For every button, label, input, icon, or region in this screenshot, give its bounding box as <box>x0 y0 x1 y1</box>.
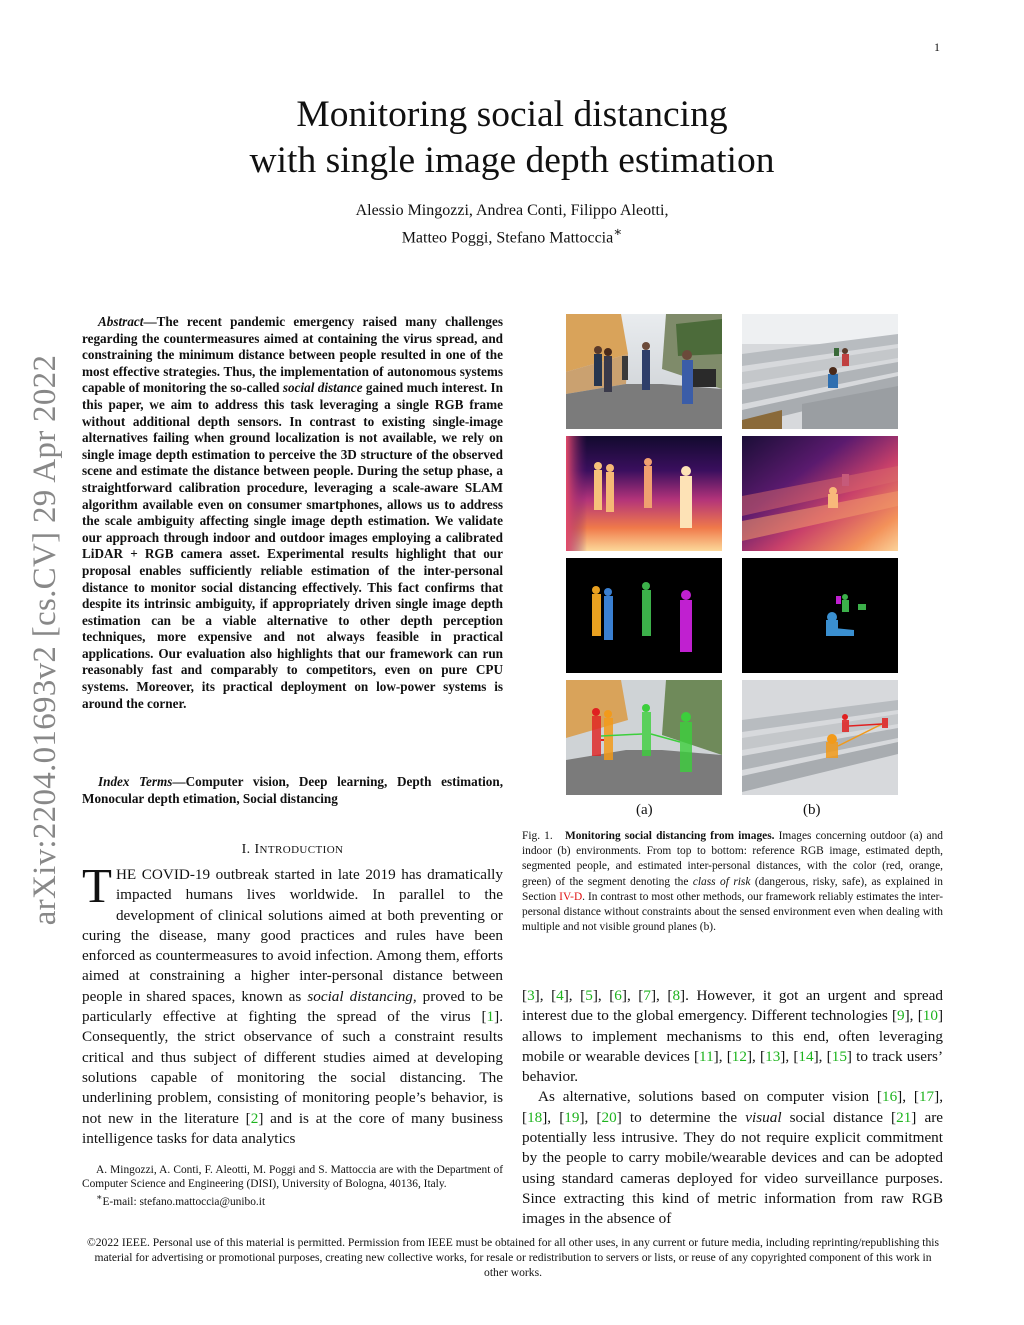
title-block <box>100 92 924 248</box>
separator: ], [ <box>621 987 644 1004</box>
indoor-segmentation-mask <box>742 558 898 673</box>
outdoor-segmentation-mask <box>566 558 722 673</box>
body-emphasis: visual <box>745 1108 782 1126</box>
citation-link[interactable]: 9 <box>897 1007 905 1025</box>
bracket: [ <box>522 987 528 1004</box>
section-reference-link[interactable]: IV-D <box>559 890 583 903</box>
author-footnote <box>82 1163 503 1209</box>
body-text: ] to track users’ behavior. <box>522 1047 944 1086</box>
section-number: I. <box>241 842 251 857</box>
body-text: ] to determine the <box>616 1108 746 1126</box>
figure-label-a: (a) <box>636 802 653 818</box>
separator: ], [ <box>713 1047 732 1065</box>
separator: ], [ <box>563 987 586 1004</box>
citation-link[interactable]: 1 <box>486 1008 495 1026</box>
indoor-depth-map <box>742 436 898 551</box>
citation-link[interactable]: 7 <box>643 987 651 1004</box>
indoor-rgb-image <box>742 314 898 429</box>
outdoor-rgb-image <box>566 314 722 429</box>
citation-link[interactable]: 3 <box>527 987 535 1004</box>
citation-link[interactable]: 18 <box>527 1108 543 1126</box>
right-column-text <box>522 986 943 1230</box>
citation-link[interactable]: 16 <box>881 1088 898 1106</box>
email-note <box>82 1191 503 1209</box>
citation-link[interactable]: 19 <box>564 1108 580 1126</box>
index-terms <box>82 774 503 807</box>
separator: ], [ <box>534 987 557 1004</box>
body-text: ] allows to implement mechanisms to this end, often leveraging mobile or wearable devices [ <box>522 1007 944 1065</box>
body-text: As alternative, solutions based on computer vision [ <box>538 1088 882 1106</box>
abstract-label: Abstract <box>98 314 144 329</box>
separator: ], [ <box>522 1088 943 1126</box>
citation-link[interactable]: 6 <box>614 987 622 1004</box>
separator: ], [ <box>780 1047 799 1065</box>
separator: ], [ <box>592 987 615 1004</box>
section-heading-introduction <box>82 842 503 858</box>
body-text: ] are potentially less intrusive. They do not require explicit commitment by the people to carry mobile/wearable devices and can be adopted using standard cameras deployed for video surveillance purposes. Since extracting this kind of metric information from raw RGB images in the absence of <box>522 1108 943 1228</box>
caption-title: Monitoring social distancing from images. <box>564 830 775 842</box>
citation-link[interactable]: 11 <box>699 1047 714 1065</box>
caption-text-1: Images concerning outdoor (a) and indoor (b) environments. From top to bottom: reference RGB image, estimated depth, segmented people, and estimated inter-personal distances, with the color (red, orange, green) of the segment denoting the <box>522 830 943 888</box>
email-text: E-mail: stefano.mattoccia@unibo.it <box>102 1196 266 1209</box>
separator: ], [ <box>904 1007 923 1025</box>
separator: ], [ <box>897 1088 919 1106</box>
citation-link[interactable]: 5 <box>585 987 593 1004</box>
section-rest-caps: NTRODUCTION <box>259 844 344 856</box>
index-terms-text: Computer vision, Deep learning, Depth estimation, Monocular depth etimation, Social distancing <box>82 774 503 806</box>
citation-link[interactable]: 12 <box>731 1047 747 1065</box>
separator: ], [ <box>579 1108 602 1126</box>
citation-link[interactable]: 17 <box>918 1088 935 1106</box>
body-text: social distance [ <box>781 1108 897 1126</box>
caption-label: Fig. 1. <box>522 830 553 842</box>
citation-link[interactable]: 14 <box>798 1047 814 1065</box>
index-terms-label: Index Terms <box>98 774 173 789</box>
outdoor-distance-overlay <box>566 680 722 795</box>
copyright-notice: ©2022 IEEE. Personal use of this material is permitted. Permission from IEEE must be obtained for all other uses, in any current or future media, including reprinting/republishing this material for advertising or promotional purposes, creating new collective works, for resale or redistribution to servers or lists, or reuse of any copyrighted component of this work in other works. <box>86 1236 940 1279</box>
paper-title-line-2: with single image depth estimation <box>249 140 775 181</box>
citation-link[interactable]: 20 <box>601 1108 617 1126</box>
abstract-text-2: gained much interest. In this paper, we aim to address this task leveraging a single RGB frame without additional depth sensors. In contrast to existing single-image alternatives failing when ground localization is not available, we rely on single image depth estimation to perceive the 3D structure of the observed scene and estimate the distance between people. During the setup phase, a straightforward calibration procedure, leveraging a scale-aware SLAM algorithm available even on consumer smartphones, allows us to address the scale ambiguity affecting single image depth estimation. We validate our approach through indoor and outdoor images employing a calibrated LiDAR + RGB camera asset. Experimental results highlight that our proposal enables sufficiently reliable estimation of the inter-personal distance to monitor social distancing effectively. This fact confirms that despite its intrinsic ambiguity, if appropriately driven single image depth estimation can be a viable alternative to other depth perception techniques, more expensive and not always feasible in practical applications. Our evaluation also highlights that our framework can run reasonably fast and comparably to competitors, even on pure CPU systems. Moreover, its practical deployment on low-power systems is around the corner. <box>82 380 503 711</box>
abstract-dash: — <box>143 314 157 329</box>
intro-text-4: ] and is at the core of many business intelligence tasks for data analytics <box>82 1109 503 1147</box>
citation-link[interactable]: 13 <box>765 1047 781 1065</box>
figure-label-b: (b) <box>803 802 821 818</box>
author-line-1: Alessio Mingozzi, Andrea Conti, Filippo Aleotti, <box>355 202 669 219</box>
separator: ], [ <box>813 1047 832 1065</box>
intro-emphasis: social distancing <box>307 987 413 1005</box>
caption-emphasis: class of risk <box>692 875 751 888</box>
citation-link[interactable]: 4 <box>556 987 564 1004</box>
abstract-text-1: The recent pandemic emergency raised many challenges regarding the countermeasures aimed at containing the virus spread, and constraining the minimum distance between people resulted in one of the most effective strategies. Thus, the implementation of autonomous systems capable of monitoring the so-called <box>82 314 503 396</box>
paper-title-line-1: Monitoring social distancing <box>296 94 728 135</box>
author-names: Matteo Poggi, Stefano Mattoccia <box>401 229 614 247</box>
author-line-2 <box>100 221 924 248</box>
separator: ], [ <box>542 1108 565 1126</box>
citation-link[interactable]: 8 <box>672 987 681 1004</box>
paragraph-computer-vision <box>522 1087 943 1229</box>
caption-text-3: . In contrast to most other methods, our framework reliably estimates the inter-personal distance without constraints about the sensed environment even when dealing with multiple and not visible ground planes (b). <box>522 890 943 934</box>
caption-text-2: (dangerous, risky, safe), as explained in Section <box>522 875 943 903</box>
figure-caption <box>522 829 943 935</box>
paragraph-technologies <box>522 986 943 1087</box>
abstract-emphasis: social distance <box>282 380 363 396</box>
citation-link[interactable]: 15 <box>831 1047 847 1065</box>
body-text: ]. However, it got an urgent and spread interest due to the global emergency. Different technologies [ <box>522 987 943 1025</box>
abstract <box>82 314 503 712</box>
introduction-paragraph <box>82 858 503 1149</box>
citation-link[interactable]: 10 <box>922 1007 938 1025</box>
index-terms-dash: — <box>172 774 186 789</box>
citation-link[interactable]: 2 <box>250 1109 259 1127</box>
drop-cap: T <box>82 858 112 913</box>
section-first-letter: I <box>254 842 260 857</box>
citation-link[interactable]: 21 <box>896 1108 912 1126</box>
indoor-distance-overlay <box>742 680 898 795</box>
affiliation-note: A. Mingozzi, A. Conti, F. Aleotti, M. Poggi and S. Mattoccia are with the Department of Computer Science and Engineering (DISI), University of Bologna, 40136, Italy. <box>82 1164 503 1191</box>
outdoor-depth-map <box>566 436 722 551</box>
figure-1 <box>566 314 899 744</box>
arxiv-watermark: arXiv:2204.01693v2 [cs.CV] 29 Apr 2022 <box>27 354 63 926</box>
intro-text-2: , proved to be particularly effective at fighting the spread of the virus [ <box>82 987 503 1026</box>
corresponding-author-mark: ∗ <box>613 224 623 239</box>
separator: ], [ <box>746 1047 766 1065</box>
intro-text-1: HE COVID-19 outbreak started in late 2019 has dramatically impacted humans lives worldwide. In parallel to the development of clinical solutions aimed at both preventing or curing the disease, many good practices and rules have been enforced as countermeasures to avoid infection. Among them, efforts aimed at constraining a higher inter-personal distance between people in shared spaces, known as <box>82 866 503 1005</box>
separator: ], [ <box>650 987 673 1004</box>
author-list <box>100 200 924 248</box>
page-number: 1 <box>934 40 940 54</box>
email-mark: ∗ <box>96 1193 103 1204</box>
intro-text-3: ]. Consequently, the strict observance of such a constraint results critical and thus subject of different studies aimed at developing solutions capable of monitoring the social distancing. The underlining problem, consisting of monitoring people’s behavior, is not new in the literature [ <box>82 1008 503 1127</box>
